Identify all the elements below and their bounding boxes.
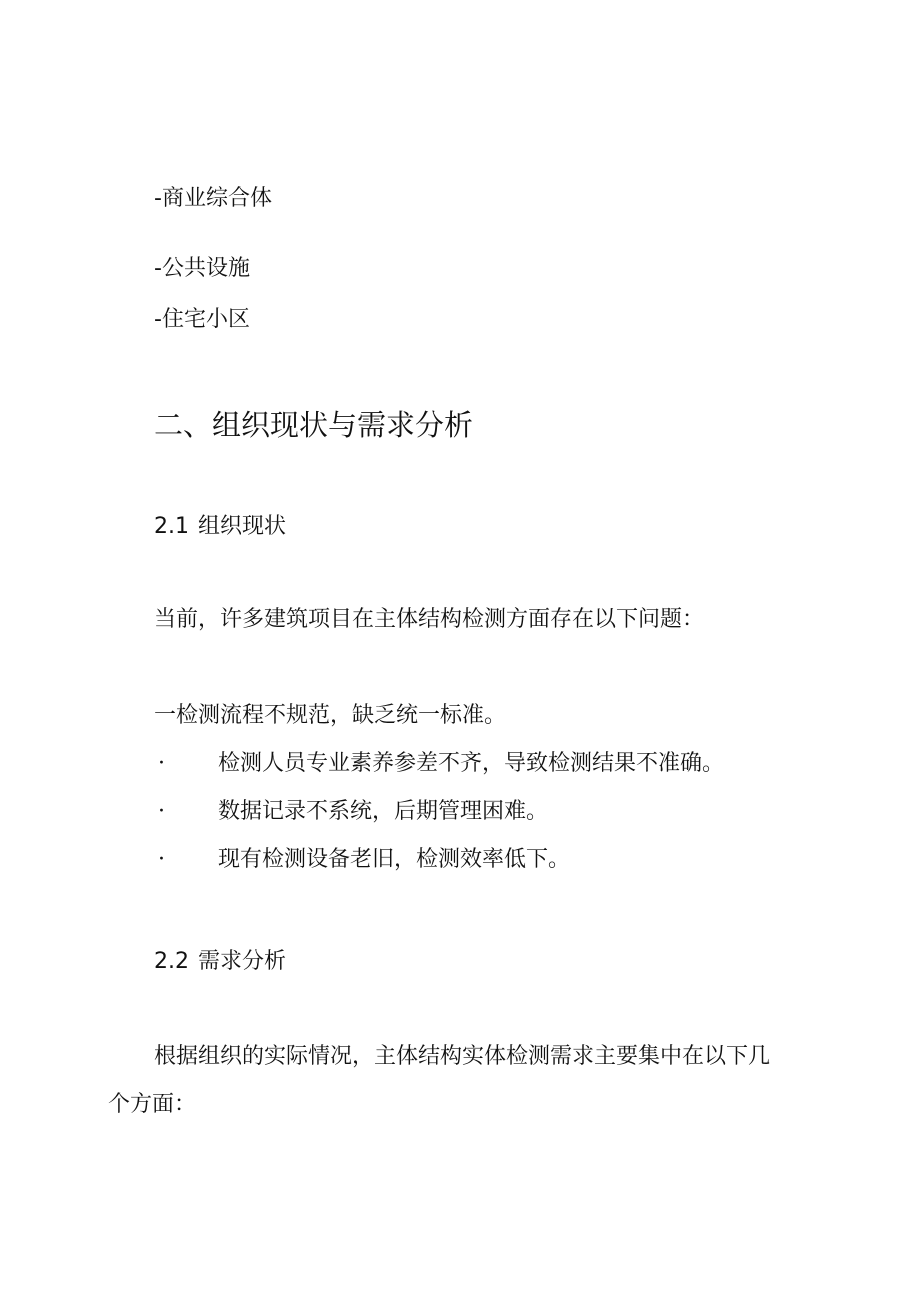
subsection-number: 2.2	[154, 949, 189, 974]
subsection-title: 需求分析	[198, 949, 287, 974]
bullet-dot-icon: ·	[158, 799, 165, 824]
section-heading: 二、组织现状与需求分析	[154, 408, 474, 442]
subsection-title: 组织现状	[198, 514, 287, 539]
issues-intro: 当前，许多建筑项目在主体结构检测方面存在以下问题：	[154, 607, 705, 632]
subsection-heading-2-1	[154, 516, 286, 538]
issue-first: 一检测流程不规范，缺乏统一标准。	[154, 703, 507, 728]
needs-paragraph-line-1: 根据组织的实际情况，主体结构实体检测需求主要集中在以下几	[154, 1044, 771, 1069]
issue-text: 检测人员专业素养参差不齐，导致检测结果不准确。	[218, 751, 725, 776]
subsection-number: 2.1	[154, 514, 189, 539]
needs-paragraph-line-2: 个方面：	[108, 1092, 197, 1117]
issue-text: 数据记录不系统，后期管理困难。	[218, 799, 549, 824]
bullet-dot-icon: ·	[158, 751, 165, 776]
bullet-dot-icon: ·	[158, 847, 165, 872]
issue-text: 现有检测设备老旧，检测效率低下。	[218, 847, 571, 872]
scope-item-commercial: -商业综合体	[154, 186, 272, 211]
scope-item-public-facilities: -公共设施	[154, 256, 250, 281]
scope-item-residential: -住宅小区	[154, 307, 250, 332]
subsection-heading-2-2	[154, 951, 286, 973]
